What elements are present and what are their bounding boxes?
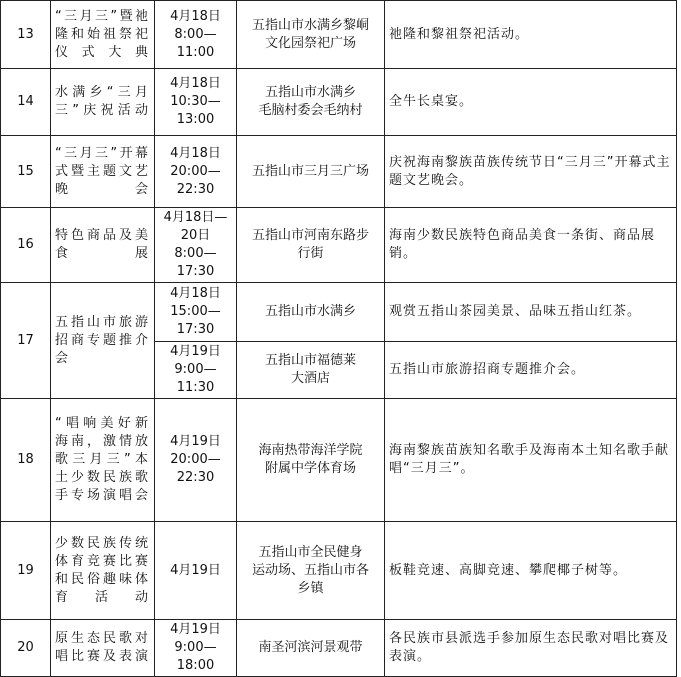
event-description: 祂隆和黎祖祭祀活动。 bbox=[385, 1, 677, 69]
event-description: 庆祝海南黎族苗族传统节日“三月三”开幕式主题文艺晚会。 bbox=[385, 136, 677, 208]
event-description: 五指山市旅游招商专题推介会。 bbox=[385, 342, 677, 399]
event-time: 4月19日 bbox=[155, 522, 237, 620]
event-time: 4月19日 9:00— 11:30 bbox=[155, 342, 237, 399]
event-description: 海南少数民族特色商品美食一条街、商品展销。 bbox=[385, 208, 677, 283]
event-name: “唱响美好新海南，激情放歌三月三”本土少数民族歌手专场演唱会 bbox=[51, 399, 155, 522]
table-row bbox=[1, 399, 677, 522]
event-name: 水满乡“三月三”庆祝活动 bbox=[51, 69, 155, 136]
event-time: 4月18日 20:00— 22:30 bbox=[155, 136, 237, 208]
row-number: 15 bbox=[1, 136, 51, 208]
event-name: 五指山市旅游招商专题推介会 bbox=[51, 283, 155, 399]
event-place: 五指山市福德莱 大酒店 bbox=[237, 342, 385, 399]
event-description: 观赏五指山茶园美景、品味五指山红茶。 bbox=[385, 283, 677, 342]
event-description: 各民族市县派选手参加原生态民歌对唱比赛及表演。 bbox=[385, 620, 677, 677]
row-number: 18 bbox=[1, 399, 51, 522]
event-place: 南圣河滨河景观带 bbox=[237, 620, 385, 677]
table-row bbox=[1, 69, 677, 136]
table-row bbox=[1, 1, 677, 69]
event-description: 板鞋竞速、高脚竞速、攀爬椰子树等。 bbox=[385, 522, 677, 620]
event-time: 4月18日 15:00— 17:30 bbox=[155, 283, 237, 342]
event-time: 4月18日 8:00— 11:00 bbox=[155, 1, 237, 69]
row-number: 14 bbox=[1, 69, 51, 136]
event-place: 五指山市水满乡 bbox=[237, 283, 385, 342]
row-number: 17 bbox=[1, 283, 51, 399]
row-number: 13 bbox=[1, 1, 51, 69]
event-name: “三月三”暨祂隆和始祖祭祀仪式大典 bbox=[51, 1, 155, 69]
event-name: 少数民族传统体育竞赛比赛和民俗趣味体育活动 bbox=[51, 522, 155, 620]
event-place: 海南热带海洋学院 附属中学体育场 bbox=[237, 399, 385, 522]
event-time: 4月18日— 20日 8:00— 17:30 bbox=[155, 208, 237, 283]
table-row bbox=[1, 522, 677, 620]
event-description: 全牛长桌宴。 bbox=[385, 69, 677, 136]
table-row bbox=[1, 136, 677, 208]
table-row bbox=[1, 620, 677, 677]
event-name: “三月三”开幕式暨主题文艺晚会 bbox=[51, 136, 155, 208]
event-time: 4月19日 20:00— 22:30 bbox=[155, 399, 237, 522]
event-place: 五指山市三月三广场 bbox=[237, 136, 385, 208]
table-row bbox=[1, 208, 677, 283]
event-place: 五指山市河南东路步 行街 bbox=[237, 208, 385, 283]
row-number: 20 bbox=[1, 620, 51, 677]
event-place: 五指山市水满乡黎峒 文化园祭祀广场 bbox=[237, 1, 385, 69]
event-name: 原生态民歌对唱比赛及表演 bbox=[51, 620, 155, 677]
event-time: 4月18日 10:30— 13:00 bbox=[155, 69, 237, 136]
event-place: 五指山市水满乡 毛脑村委会毛纳村 bbox=[237, 69, 385, 136]
event-time: 4月19日 9:00—18:00 bbox=[155, 620, 237, 677]
event-name: 特色商品及美食展 bbox=[51, 208, 155, 283]
event-place: 五指山市全民健身 运动场、五指山市各 乡镇 bbox=[237, 522, 385, 620]
table-row bbox=[1, 283, 677, 342]
row-number: 19 bbox=[1, 522, 51, 620]
event-description: 海南黎族苗族知名歌手及海南本土知名歌手献唱“三月三”。 bbox=[385, 399, 677, 522]
row-number: 16 bbox=[1, 208, 51, 283]
